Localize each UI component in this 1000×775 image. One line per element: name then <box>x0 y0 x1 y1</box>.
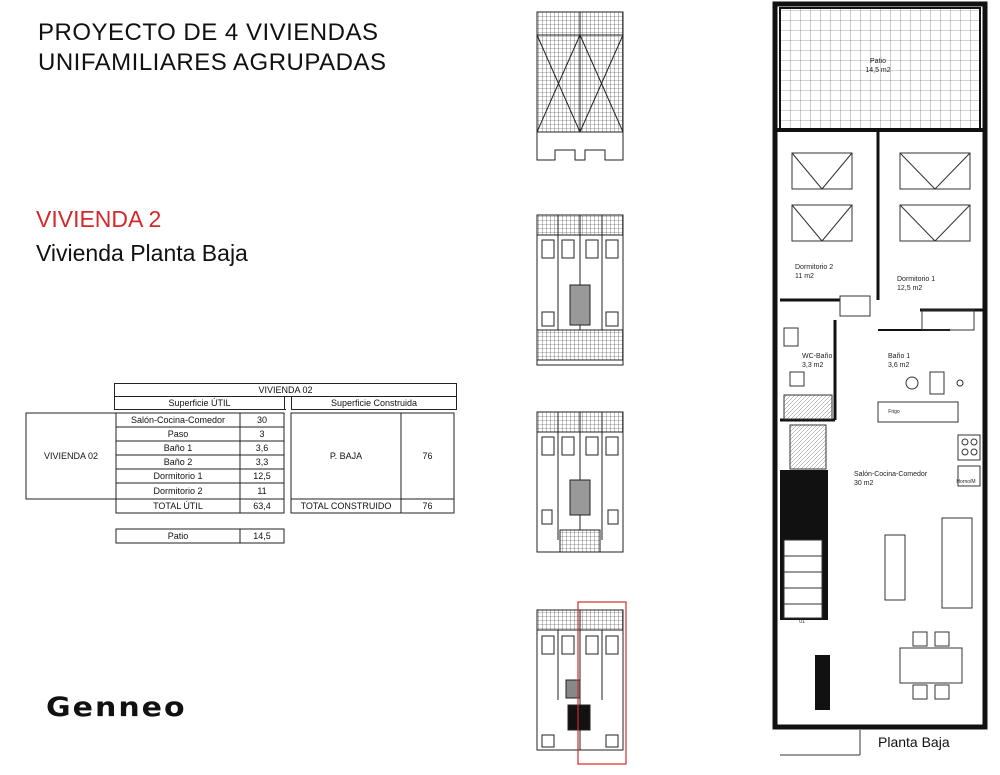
total-construido-label: TOTAL CONSTRUIDO <box>300 501 392 511</box>
row-name: Salón-Cocina-Comedor <box>130 415 226 425</box>
planta-label: P. BAJA <box>329 451 363 461</box>
mini-plans <box>530 0 640 775</box>
table-row <box>116 441 284 455</box>
vivienda-row-label: VIVIENDA 02 <box>43 451 99 461</box>
row-name: Dormitorio 2 <box>153 486 203 496</box>
table-row <box>116 413 284 427</box>
floor-plan <box>770 0 990 775</box>
row-name: Baño 1 <box>163 443 193 453</box>
mini-plan-ground <box>537 610 623 750</box>
row-name: Paso <box>167 429 189 439</box>
patio-value: 14,5 <box>253 531 271 541</box>
vivienda-subheading: Vivienda Planta Baja <box>36 240 248 266</box>
table-row <box>116 427 284 441</box>
room-bano1-name: Baño 1 <box>888 353 911 360</box>
construida-header: Superficie Construida <box>292 397 457 410</box>
room-salon-area: 30 m2 <box>854 480 874 487</box>
room-dorm2-area: 11 m2 <box>795 273 814 280</box>
patio-label: Patio <box>167 531 189 541</box>
fridge-label: Frigo <box>888 409 900 415</box>
project-title-line2: UNIFAMILIARES AGRUPADAS <box>38 49 387 76</box>
total-util-value: 63,4 <box>253 501 271 511</box>
room-dorm2-name: Dormitorio 2 <box>795 264 834 271</box>
room-patio-name: Patio <box>870 58 886 65</box>
total-util-label: TOTAL ÚTIL <box>153 501 203 511</box>
room-wc-area: 3,3 m2 <box>802 362 824 369</box>
row-value: 11 <box>257 486 267 496</box>
project-title-line1: PROYECTO DE 4 VIVIENDAS <box>38 19 379 46</box>
total-util-row <box>116 499 284 513</box>
row-name: Dormitorio 1 <box>153 471 203 481</box>
table-rows <box>116 413 284 513</box>
mini-plan-middle <box>537 412 623 552</box>
row-value: 3,6 <box>255 443 269 453</box>
stair-number: 01 <box>799 619 805 625</box>
row-value: 3,3 <box>255 457 269 467</box>
table-row <box>116 469 284 483</box>
room-dorm2 <box>795 263 855 281</box>
row-value: 3 <box>259 429 265 439</box>
table-row <box>116 483 284 499</box>
mini-plan-upper <box>537 215 623 365</box>
row-value: 30 <box>256 415 267 425</box>
genneo-logo: Genneo <box>46 691 187 724</box>
room-patio-area: 14,5 m2 <box>865 67 891 74</box>
room-bano1-area: 3,6 m2 <box>888 362 910 369</box>
planta-value: 76 <box>422 451 433 461</box>
room-dorm1 <box>897 275 957 293</box>
util-header: Superficie ÚTIL <box>115 397 285 410</box>
table-row <box>116 455 284 469</box>
horno-label: Horno/M <box>956 479 976 485</box>
room-wc-name: WC-Baño <box>802 353 833 360</box>
room-dorm1-name: Dormitorio 1 <box>897 276 936 283</box>
table-caption: VIVIENDA 02 <box>115 384 457 397</box>
mini-plan-roof <box>537 12 623 160</box>
total-construido-value: 76 <box>422 501 433 511</box>
room-wc <box>802 352 842 370</box>
plan-label: Planta Baja <box>878 734 950 750</box>
row-value: 12,5 <box>253 471 271 481</box>
room-salon-name: Salón-Cocina-Comedor <box>854 471 928 478</box>
room-dorm1-area: 12,5 m2 <box>897 285 923 292</box>
vivienda-heading: VIVIENDA 2 <box>36 206 162 232</box>
room-patio <box>848 57 908 75</box>
row-name: Baño 2 <box>163 457 193 467</box>
room-bano1 <box>888 352 928 370</box>
room-salon <box>854 470 954 488</box>
